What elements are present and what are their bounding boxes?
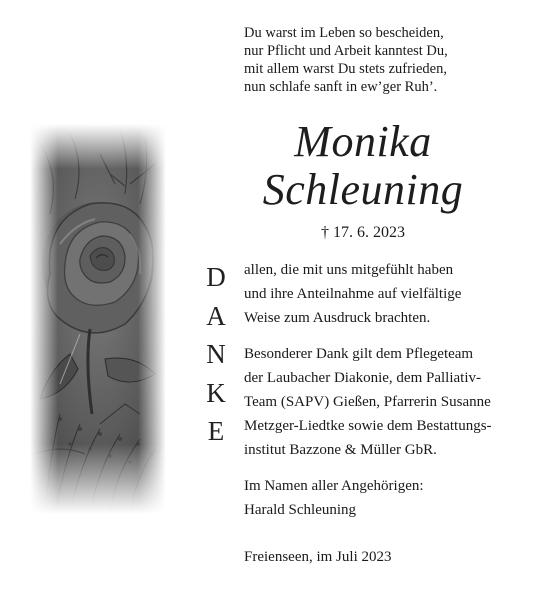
text-line: Besonderer Dank gilt dem Pflegeteam bbox=[244, 346, 474, 362]
text-line: Metzger-Liedtke sowie dem Bestattungs- bbox=[244, 418, 492, 434]
danke-letter: E bbox=[207, 416, 225, 447]
thanks-paragraph-2 bbox=[244, 342, 544, 462]
death-date: † 17. 6. 2023 bbox=[321, 224, 405, 241]
poem-line: Du warst im Leben so bescheiden, bbox=[244, 25, 444, 41]
danke-letter: N bbox=[206, 339, 226, 370]
text-line: und ihre Anteilnahme auf vielfältige bbox=[244, 286, 462, 302]
danke-letter: A bbox=[206, 300, 226, 331]
thanks-paragraph-1 bbox=[244, 258, 544, 330]
signature-line: Harald Schleuning bbox=[244, 502, 357, 518]
poem-line: nun schlafe sanft in ew’ger Ruh’. bbox=[244, 79, 438, 95]
poem-line: mit allem warst Du stets zufrieden, bbox=[244, 61, 447, 77]
text-line: Team (SAPV) Gießen, Pfarrerin Susanne bbox=[244, 394, 491, 410]
deceased-first-name: Monika bbox=[294, 117, 432, 166]
text-line: allen, die mit uns mitgefühlt haben bbox=[244, 262, 454, 278]
poem bbox=[244, 24, 524, 96]
text-line: der Laubacher Diakonie, dem Palliativ- bbox=[244, 370, 481, 386]
deceased-last-name: Schleuning bbox=[262, 165, 464, 214]
place-date bbox=[244, 545, 544, 569]
place-date-line: Freienseen, im Juli 2023 bbox=[244, 549, 392, 565]
danke-vertical bbox=[200, 258, 232, 451]
signature bbox=[244, 474, 544, 522]
danke-letter: D bbox=[206, 262, 226, 292]
poem-line: nur Pflicht und Arbeit kanntest Du, bbox=[244, 43, 448, 59]
rose-photo bbox=[30, 124, 166, 514]
danke-letter: K bbox=[206, 377, 226, 408]
rose-image bbox=[30, 124, 166, 514]
text-line: Weise zum Ausdruck brachten. bbox=[244, 310, 431, 326]
signature-line: Im Namen aller Angehörigen: bbox=[244, 478, 424, 494]
text-line: institut Bazzone & Müller GbR. bbox=[244, 442, 437, 458]
